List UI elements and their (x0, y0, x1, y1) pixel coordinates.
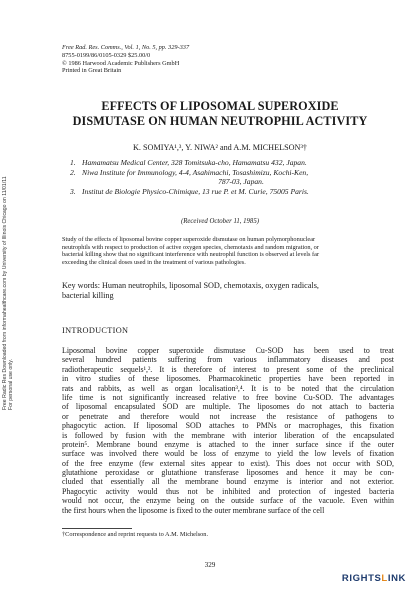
body-line: rats and rabbits, as well as organ localisation³,⁴. It is to be noted that the circulation (62, 383, 394, 393)
keywords (62, 281, 394, 301)
author-list: K. SOMIYA¹,³, Y. NIWA² and A.M. MICHELSON³† (132, 143, 308, 152)
affiliation-3 (70, 187, 400, 197)
title-line-1: EFFECTS OF LIPOSOMAL SUPEROXIDE (101, 99, 339, 113)
received-date: (Received October 11, 1985) (180, 218, 259, 225)
abstract-line: bacterial killing show that no significant interference with neutrophil function is observed at levels far (62, 251, 320, 259)
affiliation-1 (70, 158, 400, 168)
watermark-line-2: For personal use only. (8, 359, 14, 410)
journal-header (62, 44, 189, 75)
affiliation-number: 1. (70, 158, 76, 167)
body-line: protein⁵. Membrane bound enzyme is attached to the inner surface since if the outer (62, 439, 394, 449)
body-text (62, 346, 394, 515)
watermark-line-1: Free Radic Res Downloaded from informahealthcare.com by University of Illinois Chicago on 11/01/11 (2, 176, 8, 410)
journal-copyright: © 1986 Harwood Academic Publishers GmbH (62, 59, 180, 67)
logo-text-sep: L (381, 573, 388, 584)
body-line: of liposomal encapsulated SOD are multiple. The liposomes do not attach to bacteria (62, 402, 394, 412)
affiliation-text: Hamamatsu Medical Center, 328 Tomitsuka-cho, Hamamatsu 432, Japan. (82, 158, 307, 167)
journal-issn: 8755-0199/86/0105-0329 $25.00/0 (62, 51, 151, 59)
affiliation-number: 2. (70, 167, 76, 177)
body-line: is followed by fusion with the membrane with interior liberation of the encapsulated (62, 430, 394, 440)
footnote: †Correspondence and reprint requests to A.M. Michelson. (62, 531, 209, 538)
body-line: several hundred patients suffering from various inflammatory diseases and post (62, 355, 394, 365)
affiliation-2 (70, 168, 400, 187)
body-line: surface was involved there would be loss of enzyme to yield the low levels of fixation (62, 449, 394, 459)
abstract (62, 236, 394, 267)
body-line: of the free enzyme (few external sites appear to exist). This does not occur with SOD, (62, 458, 394, 468)
affiliations (70, 158, 400, 196)
body-line: Liposomal bovine copper superoxide dismutase Cu-SOD has been used to treat (62, 346, 394, 355)
body-line: would not occur, the enzyme being on the outside surface of the vacuole. Even within (62, 496, 394, 506)
body-line: the first hours when the liposome is fixed to the outer membrane surface of the cell (62, 505, 325, 515)
affiliation-text: Institut de Biologie Physico-Chimique, 13 rue P. et M. Curie, 75005 Paris. (82, 186, 309, 196)
affiliation-text-cont: 787-03, Japan. (218, 177, 264, 187)
abstract-line: Study of the effects of liposomal bovine copper superoxide dismutase on human polymorphonuclear (62, 236, 316, 243)
journal-printed: Printed in Great Britain (62, 67, 122, 75)
abstract-line: exceeding the clinical doses used in the treatment of various pathologies. (62, 259, 246, 267)
logo-text-part1: RIGHTS (341, 573, 382, 584)
keywords-line-2: bacterial killing (62, 291, 114, 300)
affiliation-number: 3. (70, 186, 76, 196)
page-number: 329 (204, 561, 216, 569)
rightslink-logo[interactable] (342, 573, 406, 584)
body-line: Phagocytic activity would thus not be inhibited and protection of ingested bacteria (62, 486, 394, 496)
section-heading: INTRODUCTION (62, 326, 129, 335)
body-line: or penetrate and therefore would not increase the resistance of pathogens to (62, 411, 394, 421)
body-line: phagocytic action. If liposomal SOD attaches to PMNs or macrophages, this fixation (62, 421, 394, 431)
body-line: cluded that essentially all the membrane bound enzyme is interior and not exterior. (62, 477, 394, 487)
logo-text-part2: INK (387, 573, 406, 584)
footnote-rule (62, 528, 132, 529)
affiliation-text: Niwa Institute for Immunology, 4-4, Asahimachi, Tosashimizu, Kochi-Ken, (82, 167, 309, 177)
body-line: life time is not significantly increased relative to free bovine Cu-SOD. The advantages (62, 392, 394, 402)
download-watermark (2, 110, 20, 410)
body-line: in vitro studies of these liposomes. Pharmacokinetic properties have been reported in (62, 374, 394, 384)
paper-title (40, 99, 400, 128)
body-line: radiotherapeutic sequels¹,². It is therefore of interest to present some of the preclinical (62, 364, 394, 374)
journal-citation: Free Rad. Res. Comms., Vol. 1, No. 5, pp. 329-337 (62, 44, 190, 51)
abstract-line: neutrophils with respect to production of active oxygen species, chemotaxis and random migration, or (62, 243, 319, 251)
keywords-line-1: Key words: Human neutrophils, liposomal SOD, chemotaxis, oxygen radicals, (62, 281, 319, 290)
body-line: glutathione peroxidase or glutathione transferase liposomes and hence it may be con- (62, 468, 394, 478)
title-line-2: DISMUTASE ON HUMAN NEUTROPHIL ACTIVITY (72, 113, 368, 128)
